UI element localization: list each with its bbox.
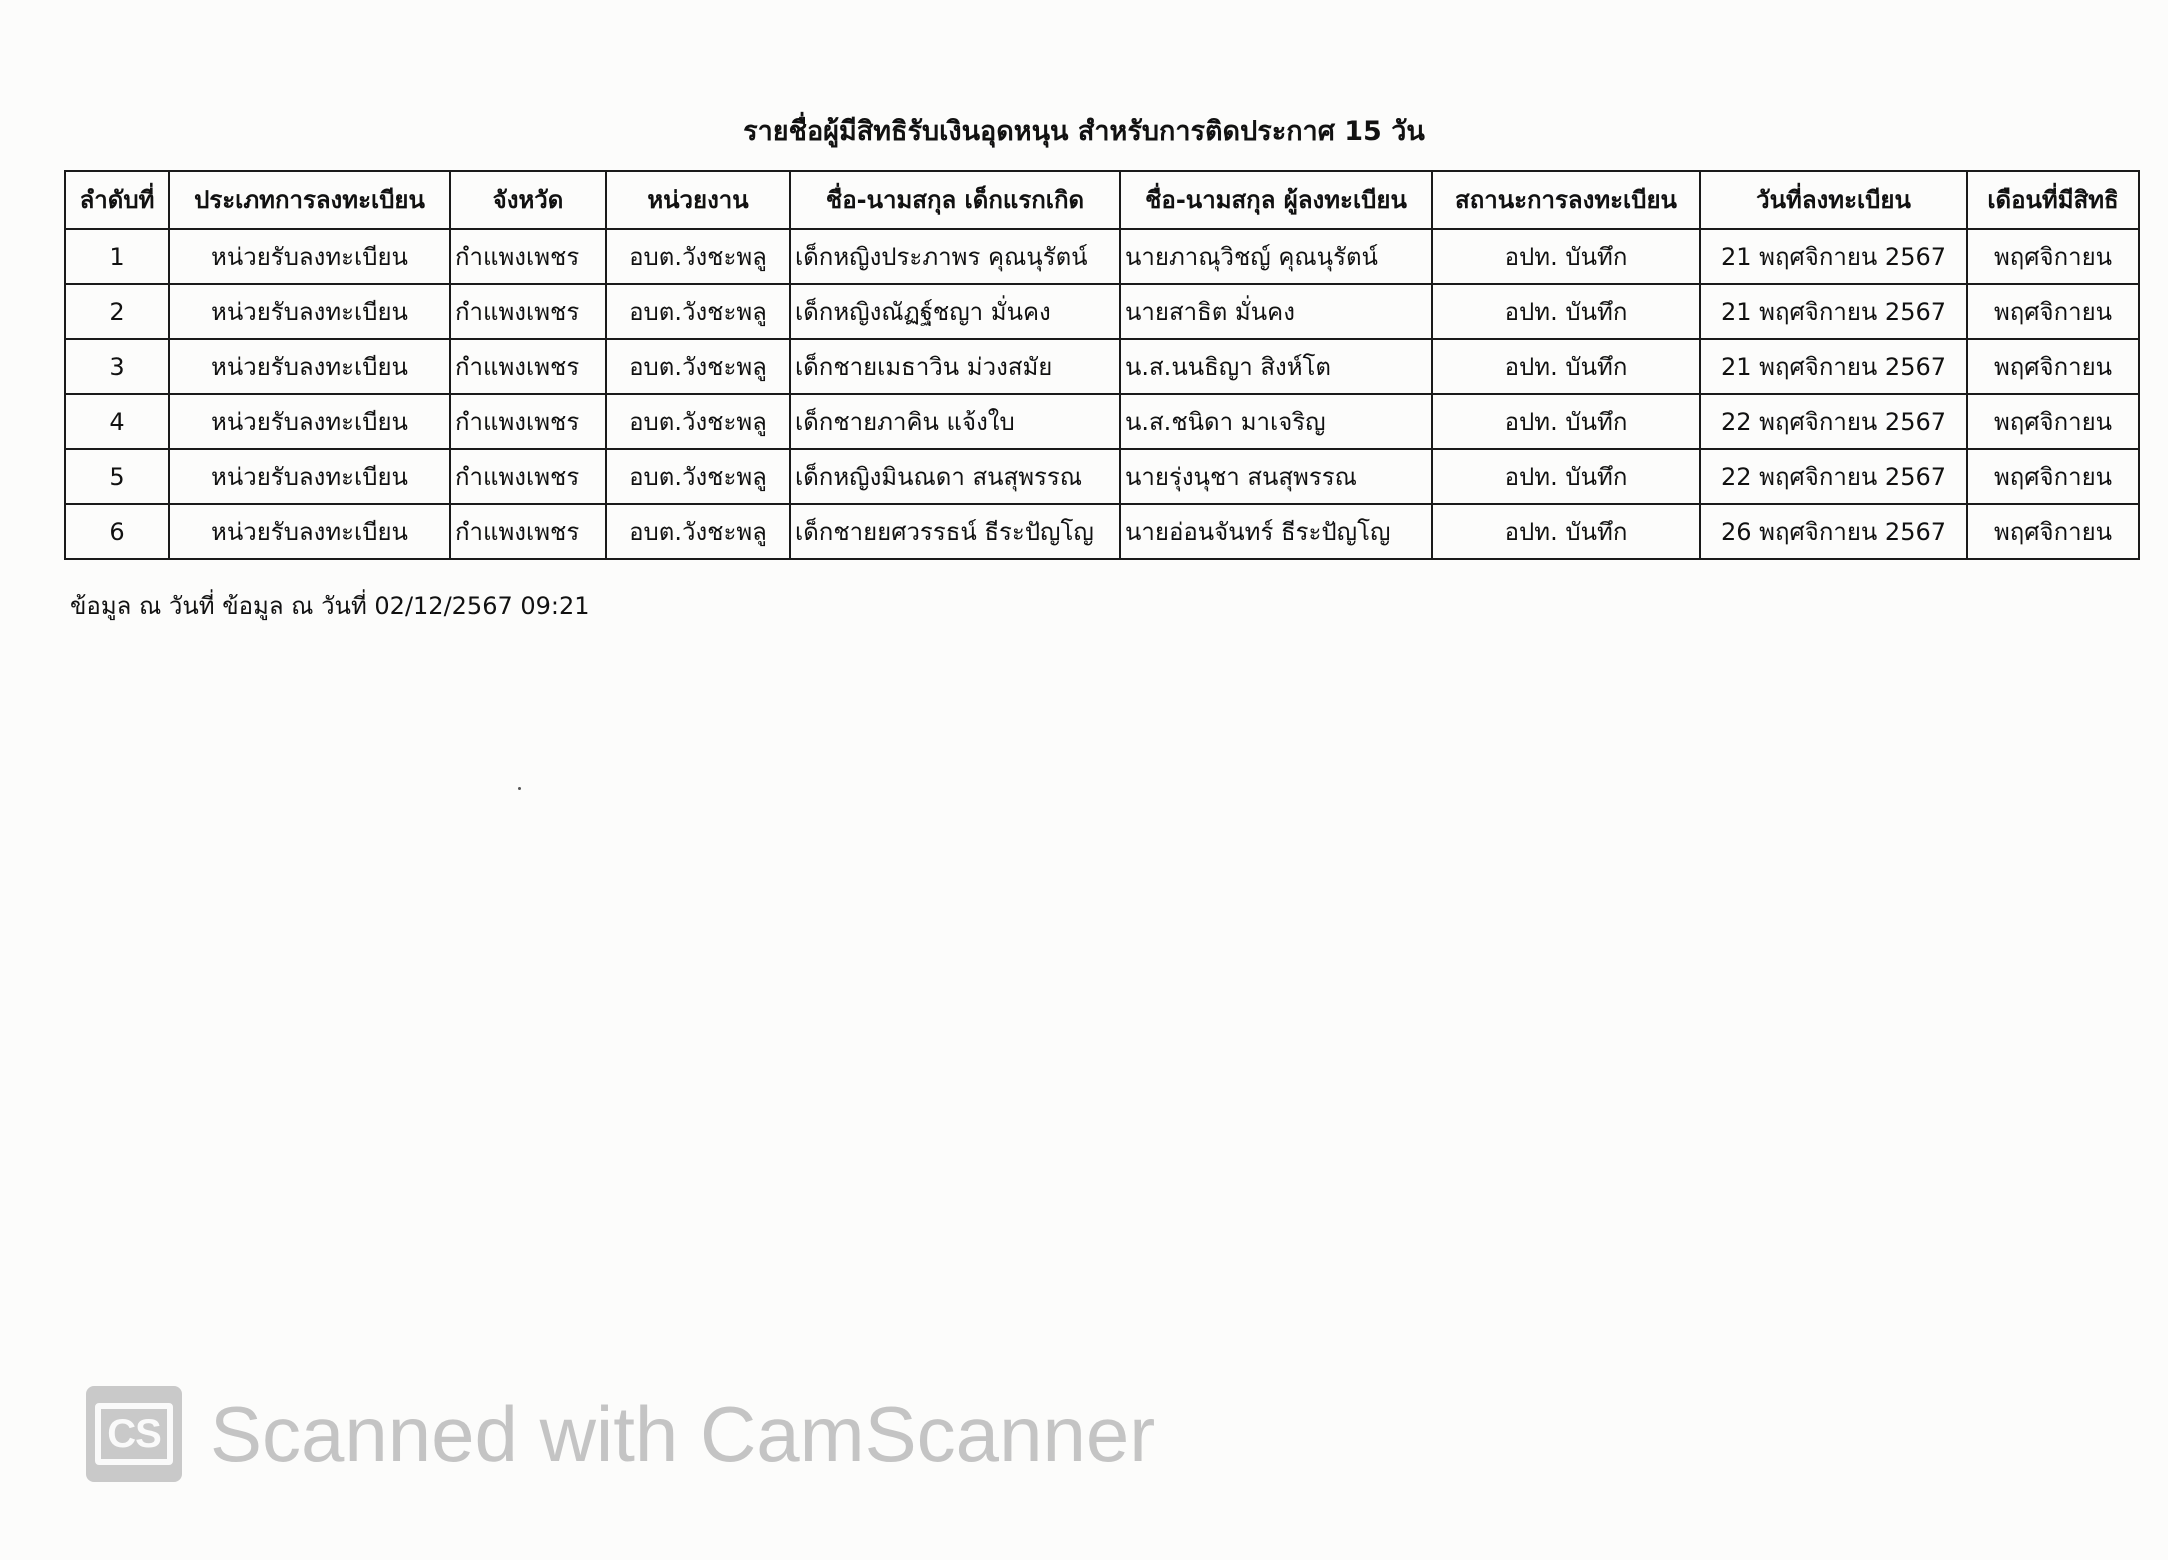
header-registrant-name: ชื่อ-นามสกุล ผู้ลงทะเบียน [1120,171,1432,229]
cell-registration-type: หน่วยรับลงทะเบียน [169,229,450,284]
cell-eligible-month: พฤศจิกายน [1967,229,2139,284]
cell-agency: อบต.วังชะพลู [606,394,790,449]
cell-province: กำแพงเพชร [450,339,606,394]
cell-registration-status: อปท. บันทึก [1432,504,1700,559]
cell-province: กำแพงเพชร [450,284,606,339]
cell-order: 4 [65,394,169,449]
cell-agency: อบต.วังชะพลู [606,339,790,394]
cell-newborn-name: เด็กชายภาคิน แจ้งใบ [790,394,1120,449]
cell-registration-status: อปท. บันทึก [1432,339,1700,394]
cell-eligible-month: พฤศจิกายน [1967,284,2139,339]
header-newborn-name: ชื่อ-นามสกุล เด็กแรกเกิด [790,171,1120,229]
cell-order: 3 [65,339,169,394]
cell-newborn-name: เด็กชายยศวรรธน์ ธีระปัญโญ [790,504,1120,559]
cell-registrant-name: นายรุ่งนุชา สนสุพรรณ [1120,449,1432,504]
cell-newborn-name: เด็กหญิงณัฏฐ์ชญา มั่นคง [790,284,1120,339]
registration-table [64,170,2140,560]
cell-newborn-name: เด็กหญิงมินณดา สนสุพรรณ [790,449,1120,504]
cell-registration-type: หน่วยรับลงทะเบียน [169,339,450,394]
table-header-row [65,171,2139,229]
camscanner-logo-text: CS [95,1403,173,1465]
cell-registration-status: อปท. บันทึก [1432,229,1700,284]
cell-registration-status: อปท. บันทึก [1432,284,1700,339]
document-title: รายชื่อผู้มีสิทธิรับเงินอุดหนุน สำหรับการติดประกาศ 15 วัน [743,116,1425,147]
cell-eligible-month: พฤศจิกายน [1967,339,2139,394]
cell-eligible-month: พฤศจิกายน [1967,504,2139,559]
camscanner-watermark [86,1384,1155,1484]
cell-registration-date: 21 พฤศจิกายน 2567 [1700,339,1967,394]
header-registration-type: ประเภทการลงทะเบียน [169,171,450,229]
cell-eligible-month: พฤศจิกายน [1967,394,2139,449]
cell-registrant-name: นายอ่อนจันทร์ ธีระปัญโญ [1120,504,1432,559]
table-row [65,449,2139,504]
camscanner-watermark-text: Scanned with CamScanner [210,1389,1156,1478]
table-row [65,229,2139,284]
data-timestamp-note: ข้อมูล ณ วันที่ ข้อมูล ณ วันที่ 02/12/2567 09:21 [70,592,590,620]
camscanner-logo-icon [86,1386,182,1482]
cell-eligible-month: พฤศจิกายน [1967,449,2139,504]
cell-agency: อบต.วังชะพลู [606,284,790,339]
cell-order: 2 [65,284,169,339]
cell-order: 6 [65,504,169,559]
cell-province: กำแพงเพชร [450,504,606,559]
cell-registration-type: หน่วยรับลงทะเบียน [169,504,450,559]
scan-speck [518,787,521,790]
cell-registration-date: 21 พฤศจิกายน 2567 [1700,229,1967,284]
cell-registration-status: อปท. บันทึก [1432,449,1700,504]
cell-registrant-name: น.ส.นนธิญา สิงห์โต [1120,339,1432,394]
cell-agency: อบต.วังชะพลู [606,449,790,504]
cell-province: กำแพงเพชร [450,229,606,284]
cell-registration-date: 22 พฤศจิกายน 2567 [1700,394,1967,449]
cell-agency: อบต.วังชะพลู [606,504,790,559]
cell-registration-date: 26 พฤศจิกายน 2567 [1700,504,1967,559]
cell-order: 1 [65,229,169,284]
cell-registrant-name: นายสาธิต มั่นคง [1120,284,1432,339]
cell-province: กำแพงเพชร [450,394,606,449]
header-province: จังหวัด [450,171,606,229]
header-agency: หน่วยงาน [606,171,790,229]
table-row [65,394,2139,449]
cell-registration-status: อปท. บันทึก [1432,394,1700,449]
cell-registration-type: หน่วยรับลงทะเบียน [169,394,450,449]
header-registration-status: สถานะการลงทะเบียน [1432,171,1700,229]
table-row [65,504,2139,559]
cell-order: 5 [65,449,169,504]
table-row [65,284,2139,339]
cell-registration-date: 21 พฤศจิกายน 2567 [1700,284,1967,339]
cell-registration-type: หน่วยรับลงทะเบียน [169,284,450,339]
header-eligible-month: เดือนที่มีสิทธิ [1967,171,2139,229]
cell-newborn-name: เด็กหญิงประภาพร คุณนุรัตน์ [790,229,1120,284]
header-order: ลำดับที่ [65,171,169,229]
cell-registrant-name: น.ส.ชนิดา มาเจริญ [1120,394,1432,449]
cell-registration-type: หน่วยรับลงทะเบียน [169,449,450,504]
header-registration-date: วันที่ลงทะเบียน [1700,171,1967,229]
cell-agency: อบต.วังชะพลู [606,229,790,284]
cell-registration-date: 22 พฤศจิกายน 2567 [1700,449,1967,504]
table-row [65,339,2139,394]
cell-province: กำแพงเพชร [450,449,606,504]
cell-newborn-name: เด็กชายเมธาวิน ม่วงสมัย [790,339,1120,394]
cell-registrant-name: นายภาณุวิชญ์ คุณนุรัตน์ [1120,229,1432,284]
